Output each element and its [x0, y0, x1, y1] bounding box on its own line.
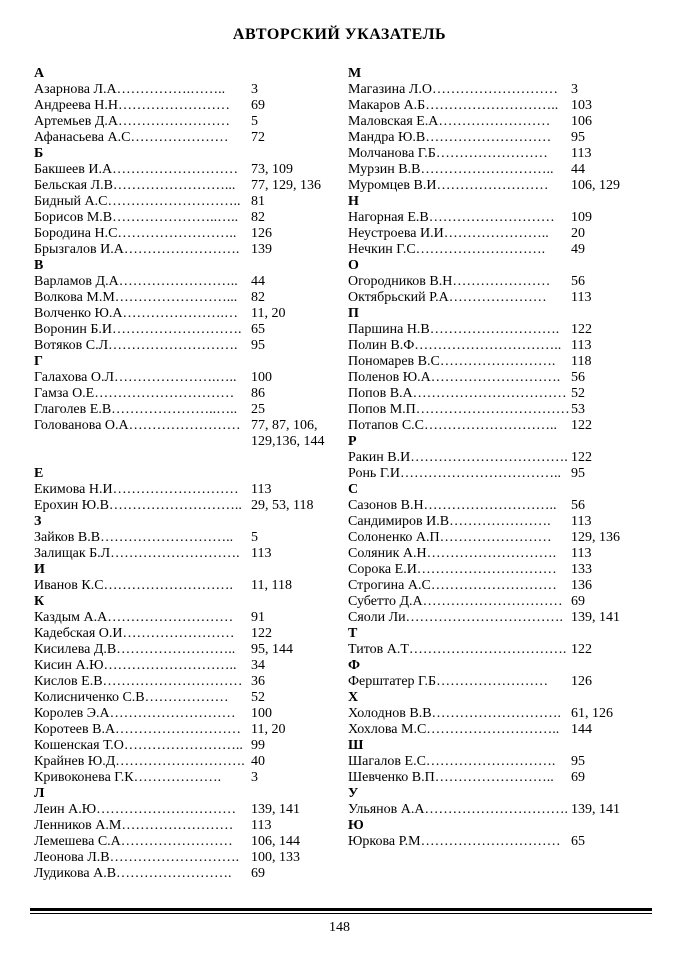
author-name: Мандра Ю.В……………………… [348, 130, 552, 145]
index-entry [34, 642, 334, 658]
page-references: 139, 141 [251, 802, 300, 817]
page-references: 122 [571, 642, 592, 657]
index-entry [348, 146, 648, 162]
author-name: Ракин В.И……………………………. [348, 450, 568, 465]
author-name: Муромцев В.И…………………… [348, 178, 549, 193]
page-references: 139, 141 [571, 802, 620, 817]
index-entry [348, 210, 648, 226]
author-name: Зайков В.В……………………….. [34, 530, 234, 545]
page-references: 72 [251, 130, 265, 145]
page-references: 65 [251, 322, 265, 337]
author-name: Хохлова М.С……………………….. [348, 722, 560, 737]
page-references: 44 [571, 162, 585, 177]
author-name: Брызгалов И.А……………………. [34, 242, 240, 257]
index-entry [34, 738, 334, 754]
index-entry [34, 130, 334, 146]
index-entry [34, 98, 334, 114]
left-index-column [34, 66, 334, 882]
author-name: Бельская Л.В……………………... [34, 178, 236, 193]
index-entry [34, 626, 334, 642]
page-references: 122 [571, 450, 592, 465]
page-references: 11, 118 [251, 578, 292, 593]
author-name: Мурзин В.В……………………….. [348, 162, 554, 177]
author-name: Азарнова Л.А…………….…….. [34, 82, 226, 97]
author-name: Макаров А.Б……………………….. [348, 98, 559, 113]
index-entry [348, 706, 648, 722]
author-name: Леин А.Ю………………………… [34, 802, 237, 817]
index-entry [34, 162, 334, 178]
author-name: Екимова Н.И……………………… [34, 482, 239, 497]
index-entry [348, 770, 648, 786]
page-references: 113 [571, 514, 592, 529]
author-name: Нечкин Г.С………………………. [348, 242, 546, 257]
author-name: Ферштатер Г.Б…………………… [348, 674, 549, 689]
index-entry [348, 642, 648, 658]
index-entry [34, 210, 334, 226]
page-references: 77, 87, 106, [251, 418, 318, 433]
page-references: 113 [571, 146, 592, 161]
author-name: Попов В.А…………………………… [348, 386, 567, 401]
index-entry [348, 274, 648, 290]
author-name: Строгина А.С……………………… [348, 578, 557, 593]
page-references: 82 [251, 290, 265, 305]
author-name: Сазонов В.Н……………………….. [348, 498, 557, 513]
index-entry [34, 722, 334, 738]
author-name: Поленов Ю.А………………………. [348, 370, 561, 385]
page-references: 106, 129 [571, 178, 620, 193]
index-entry [34, 706, 334, 722]
section-letter: М [348, 66, 362, 81]
author-name: Кошенская Т.О…………………….. [34, 738, 243, 753]
page-title: АВТОРСКИЙ УКАЗАТЕЛЬ [232, 26, 447, 43]
index-entry [34, 274, 334, 290]
page-number: 148 [329, 920, 350, 935]
index-entry [34, 818, 334, 834]
footer-rule-thick [30, 908, 652, 911]
right-index-column [348, 66, 648, 850]
section-letter: И [34, 562, 45, 577]
author-name: Афанасьева А.С………………… [34, 130, 229, 145]
author-name: Бидный А.С……………………….. [34, 194, 241, 209]
author-name: Глаголев Е.В…………………..….. [34, 402, 238, 417]
index-entry [34, 658, 334, 674]
index-entry [348, 498, 648, 514]
author-name: Сандимиров И.В…………………. [348, 514, 551, 529]
section-letter: А [34, 66, 45, 81]
page-references: 52 [571, 386, 585, 401]
index-entry [348, 466, 648, 482]
author-name: Сорока Е.И………………………… [348, 562, 557, 577]
section-letter: У [348, 786, 359, 801]
index-entry [348, 98, 648, 114]
author-name: Огородников В.Н………………… [348, 274, 551, 289]
author-name: Соляник А.Н………………………. [348, 546, 557, 561]
section-letter: Т [348, 626, 358, 641]
index-entry [348, 354, 648, 370]
page-references: 129, 136 [571, 530, 620, 545]
author-name: Артемьев Д.А…………………… [34, 114, 230, 129]
index-entry [348, 402, 648, 418]
index-entry [348, 610, 648, 626]
author-name: Андреева Н.Н…………………… [34, 98, 231, 113]
page-references: 100, 133 [251, 850, 300, 865]
index-entry [34, 802, 334, 818]
page-references: 113 [251, 482, 272, 497]
page-references: 86 [251, 386, 265, 401]
author-name: Колисниченко С.В……………… [34, 690, 229, 705]
index-entry [34, 338, 334, 354]
page-references: 56 [571, 274, 585, 289]
page-references: 113 [571, 290, 592, 305]
page-references: 113 [251, 546, 272, 561]
page-references: 52 [251, 690, 265, 705]
author-name: Коротеев В.А……………………… [34, 722, 242, 737]
index-entry [348, 290, 648, 306]
index-entry [348, 130, 648, 146]
index-entry [348, 178, 648, 194]
page-references: 77, 129, 136 [251, 178, 321, 193]
index-entry [34, 850, 334, 866]
page-references: 29, 53, 118 [251, 498, 314, 513]
page-references: 106, 144 [251, 834, 300, 849]
author-name: Магазина Л.О……………………… [348, 82, 558, 97]
index-entry [34, 114, 334, 130]
index-entry [348, 370, 648, 386]
author-name: Октябрьский Р.А………………… [348, 290, 547, 305]
page-references: 69 [571, 594, 585, 609]
author-name: Шагалов Е.С………………………. [348, 754, 556, 769]
author-name: Ульянов А.А…………………………. [348, 802, 568, 817]
index-entry [34, 482, 334, 498]
author-name: Кадебская О.И…………………… [34, 626, 235, 641]
page-references-continued: 129,136, 144 [251, 434, 325, 449]
author-name: Маловская Е.А…………………… [348, 114, 551, 129]
author-name: Шевченко В.П…………………….. [348, 770, 554, 785]
section-letter: Ш [348, 738, 364, 753]
author-name: Королев Э.А……………………… [34, 706, 236, 721]
index-entry [34, 610, 334, 626]
author-name: Лемешева С.А…………………… [34, 834, 233, 849]
index-entry [34, 194, 334, 210]
author-name: Леонова Л.В………………………. [34, 850, 240, 865]
page-references: 20 [571, 226, 585, 241]
index-entry [34, 242, 334, 258]
page-references: 3 [251, 770, 258, 785]
author-name: Титов А.Т……………………………. [348, 642, 567, 657]
index-entry [34, 386, 334, 402]
index-entry [348, 226, 648, 242]
page-references: 82 [251, 210, 265, 225]
section-letter: К [34, 594, 45, 609]
index-entry [348, 546, 648, 562]
author-name: Ленников А.М…………………… [34, 818, 234, 833]
section-letter: Б [34, 146, 44, 161]
author-name: Юркова Р.М………………………… [348, 834, 561, 849]
author-name: Солоненко А.П…………………… [348, 530, 552, 545]
page-references: 113 [251, 818, 272, 833]
author-name: Субетто Д.А………………………… [348, 594, 563, 609]
index-entry [348, 450, 648, 466]
author-name: Иванов К.С………………………. [34, 578, 234, 593]
author-name: Вотяков С.Л………………………. [34, 338, 238, 353]
index-entry [34, 866, 334, 882]
index-entry [34, 306, 334, 322]
page-references: 44 [251, 274, 265, 289]
page-references: 95 [571, 466, 585, 481]
page-references: 99 [251, 738, 265, 753]
page-references: 25 [251, 402, 265, 417]
page-references: 122 [251, 626, 272, 641]
index-entry [348, 562, 648, 578]
index-entry [34, 402, 334, 418]
section-letter: Л [34, 786, 45, 801]
index-entry [34, 578, 334, 594]
author-name: Лудикова А.В……………………. [34, 866, 232, 881]
page-references: 118 [571, 354, 592, 369]
author-name: Молчанова Г.Б…………………… [348, 146, 548, 161]
section-letter: О [348, 258, 359, 273]
page-references: 126 [571, 674, 592, 689]
section-letter: З [34, 514, 42, 529]
index-entry [348, 834, 648, 850]
author-name: Холоднов В.В………………………. [348, 706, 562, 721]
index-entry [34, 690, 334, 706]
page-references: 49 [571, 242, 585, 257]
page-references: 3 [251, 82, 258, 97]
index-entry [348, 754, 648, 770]
page-references: 103 [571, 98, 592, 113]
index-entry [34, 674, 334, 690]
index-entry [348, 802, 648, 818]
author-name: Кривоконева Г.К………………. [34, 770, 222, 785]
page-references: 56 [571, 498, 585, 513]
section-letter: В [34, 258, 44, 273]
author-name: Попов М.П…………………………… [348, 402, 570, 417]
section-letter: Х [348, 690, 359, 705]
page-references: 34 [251, 658, 265, 673]
page-references: 100 [251, 370, 272, 385]
author-name: Волкова М.М……………………... [34, 290, 238, 305]
index-entry [34, 754, 334, 770]
index-entry [34, 322, 334, 338]
author-name: Галахова О.Л………………….….. [34, 370, 237, 385]
index-entry [348, 418, 648, 434]
index-entry [348, 530, 648, 546]
author-name: Варламов Д.А…………………….. [34, 274, 238, 289]
page-references: 3 [571, 82, 578, 97]
footer-rule-thin [30, 913, 652, 914]
index-entry [348, 578, 648, 594]
author-name: Неустроева И.И………………….. [348, 226, 549, 241]
author-name: Потапов С.С……………………….. [348, 418, 558, 433]
page-references: 91 [251, 610, 265, 625]
page-references: 136 [571, 578, 592, 593]
author-name: Паршина Н.В………………………. [348, 322, 560, 337]
author-name: Полин В.Ф………………………….. [348, 338, 562, 353]
author-name: Нагорная Е.В……………………… [348, 210, 555, 225]
page-references: 95 [571, 130, 585, 145]
page-references: 36 [251, 674, 265, 689]
index-entry [348, 722, 648, 738]
index-entry [34, 834, 334, 850]
page-references: 95 [251, 338, 265, 353]
author-name: Кисилева Д.В…………………….. [34, 642, 236, 657]
author-name: Сяоли Ли……………………………. [348, 610, 564, 625]
index-entry [34, 370, 334, 386]
author-name: Волченко Ю.А………………….… [34, 306, 238, 321]
page-references: 5 [251, 530, 258, 545]
section-letter: Е [34, 466, 44, 481]
index-entry [348, 82, 648, 98]
section-letter: С [348, 482, 359, 497]
index-entry [34, 546, 334, 562]
page-references: 65 [571, 834, 585, 849]
page-references: 11, 20 [251, 722, 286, 737]
page-references: 40 [251, 754, 265, 769]
page-references: 100 [251, 706, 272, 721]
page-references: 139 [251, 242, 272, 257]
author-name: Ронь Г.И…………………………….. [348, 466, 561, 481]
page-references: 113 [571, 546, 592, 561]
page-references: 56 [571, 370, 585, 385]
page-references: 122 [571, 322, 592, 337]
section-letter: Н [348, 194, 359, 209]
page-references: 95, 144 [251, 642, 293, 657]
page-references: 95 [571, 754, 585, 769]
section-spacer [34, 450, 334, 466]
index-entry [348, 114, 648, 130]
index-entry [348, 322, 648, 338]
index-entry [34, 290, 334, 306]
author-name: Кислов Е.В………………………… [34, 674, 243, 689]
index-entry [348, 162, 648, 178]
index-entry [34, 418, 334, 450]
page-references: 5 [251, 114, 258, 129]
section-letter: Ю [348, 818, 364, 833]
author-name: Борисов М.В…………………..….. [34, 210, 239, 225]
author-name: Бакшеев И.А……………………… [34, 162, 239, 177]
page-references: 139, 141 [571, 610, 620, 625]
page-references: 11, 20 [251, 306, 286, 321]
index-entry [34, 498, 334, 514]
author-name: Ерохин Ю.В……………………….. [34, 498, 242, 513]
index-entry [348, 514, 648, 530]
author-name: Воронин Б.И………………………. [34, 322, 242, 337]
index-entry [34, 178, 334, 194]
index-entry [34, 530, 334, 546]
page-references: 144 [571, 722, 592, 737]
section-letter: Ф [348, 658, 361, 673]
page-references: 109 [571, 210, 592, 225]
index-entry [348, 386, 648, 402]
author-name: Бородина Н.С…………………….. [34, 226, 237, 241]
page-references: 69 [571, 770, 585, 785]
index-entry [348, 242, 648, 258]
page-references: 133 [571, 562, 592, 577]
author-name: Залищак Б.Л………………………. [34, 546, 240, 561]
page-references: 81 [251, 194, 265, 209]
page-references: 73, 109 [251, 162, 293, 177]
index-entry [348, 338, 648, 354]
page-references: 106 [571, 114, 592, 129]
page-references: 53 [571, 402, 585, 417]
index-entry [348, 674, 648, 690]
index-entry [34, 82, 334, 98]
author-name: Голованова О.А…………………… [34, 418, 241, 433]
section-letter: Р [348, 434, 357, 449]
author-name: Каздым А.А……………………… [34, 610, 234, 625]
index-entry [34, 770, 334, 786]
author-name: Пономарев В.С……………………. [348, 354, 556, 369]
author-name: Кисин А.Ю……………………….. [34, 658, 237, 673]
section-letter: Г [34, 354, 43, 369]
page-references: 69 [251, 98, 265, 113]
author-name: Гамза О.Е………………………… [34, 386, 235, 401]
page-references: 61, 126 [571, 706, 613, 721]
author-name: Крайнев Ю.Д………………………. [34, 754, 245, 769]
page-references: 113 [571, 338, 592, 353]
page-references: 69 [251, 866, 265, 881]
section-letter: П [348, 306, 359, 321]
index-entry [34, 226, 334, 242]
page-references: 126 [251, 226, 272, 241]
page-references: 122 [571, 418, 592, 433]
index-entry [348, 594, 648, 610]
